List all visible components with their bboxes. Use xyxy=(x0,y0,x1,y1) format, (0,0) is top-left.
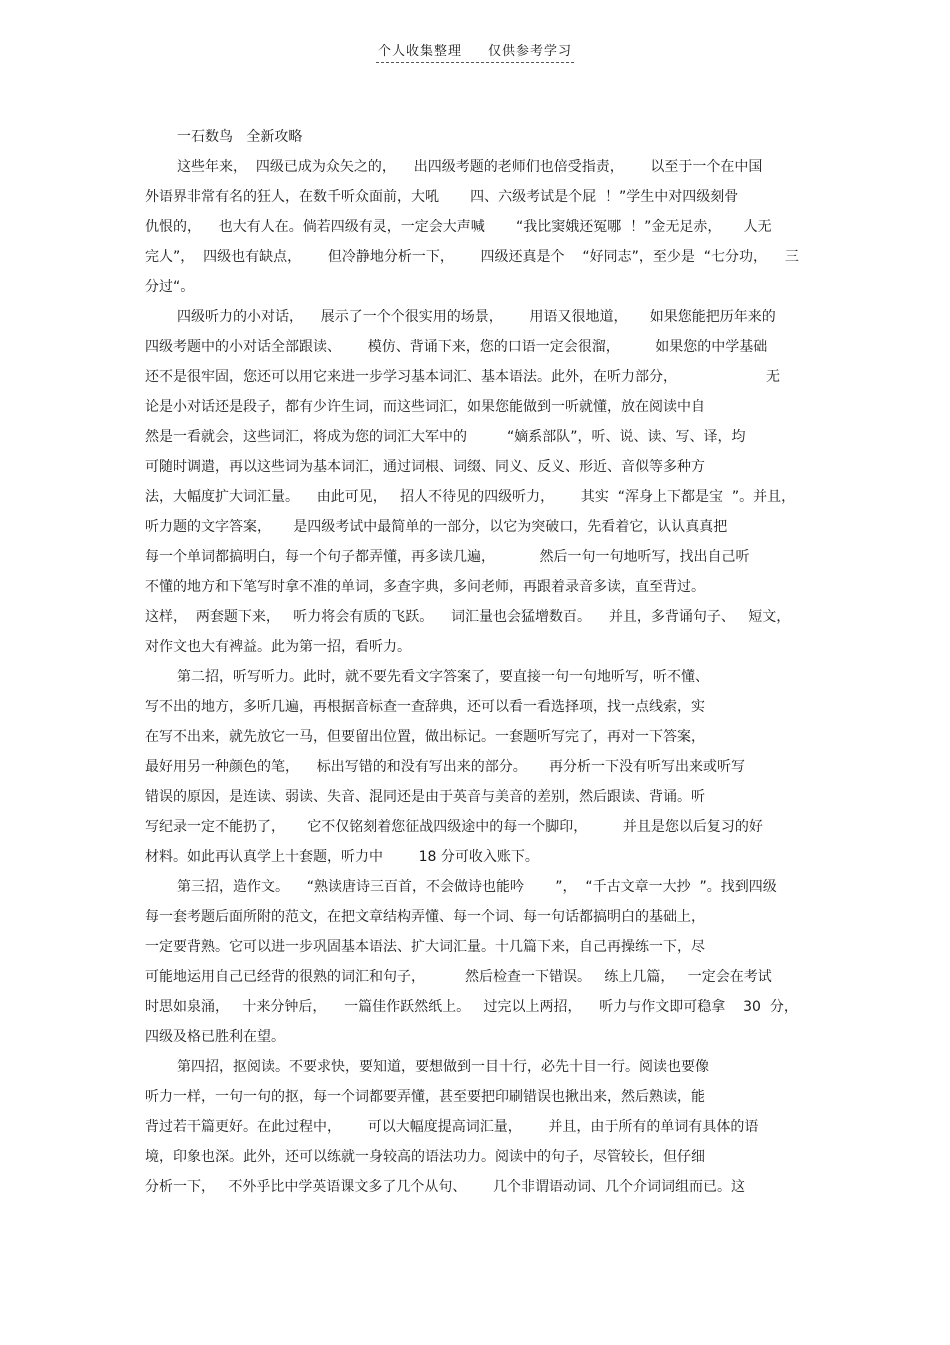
text-line: 法，大幅度扩大词汇量。 由此可见， 招人不待见的四级听力， 其实 “浑身上下都是宝 ”。并且， xyxy=(145,489,796,505)
text-line: 然是一看就会，这些词汇，将成为您的词汇大军中的 “嫡系部队”，听、说、读、写、译，均 xyxy=(145,429,746,445)
text-line: 听力题的文字答案， 是四级考试中最简单的一部分，以它为突破口，先看着它，认认真真把 xyxy=(145,519,728,535)
text-line: 完人”， 四级也有缺点， 但冷静地分析一下， 四级还真是个 “好同志”，至少是 “七分功， 三 xyxy=(145,249,799,265)
text-line: 可随时调遣，再以这些词为基本词汇，通过词根、词缀、同义、反义、形近、音似等多种方 xyxy=(145,459,705,475)
text-line: 每一套考题后面所附的范文，在把文章结构弄懂、每一个词、每一句话都搞明白的基础上， xyxy=(145,909,705,925)
text-line: 每一个单词都搞明白，每一个句子都弄懂，再多读几遍， 然后一句一句地听写，找出自己听 xyxy=(145,549,750,565)
text-line: 写不出的地方，多听几遍，再根据音标查一查辞典，还可以看一看选择项，找一点线索，实 xyxy=(145,699,705,715)
text-line: 时思如泉涌， 十来分钟后， 一篇佳作跃然纸上。 过完以上两招， 听力与作文即可稳拿 30 分， xyxy=(145,999,798,1015)
text-line: 还不是很牢固，您还可以用它来进一步学习基本词汇、基本语法。此外，在听力部分， 无 xyxy=(145,369,781,385)
text-line: 写纪录一定不能扔了， 它不仅铭刻着您征战四级途中的每一个脚印， 并且是您以后复习的好 xyxy=(145,819,763,835)
text-line: 分过“。 xyxy=(145,279,195,295)
text-line: 四级听力的小对话， 展示了一个个很实用的场景， 用语又很地道， 如果您能把历年来的 xyxy=(177,309,776,325)
text-line: 第二招，听写听力。此时，就不要先看文字答案了，要直接一句一句地听写，听不懂、 xyxy=(177,669,709,685)
text-line: 四级考题中的小对话全部跟读、 模仿、背诵下来，您的口语一定会很溜， 如果您的中学基础 xyxy=(145,339,768,355)
text-line: 第四招，抠阅读。不要求快，要知道，要想做到一目十行，必先十目一行。阅读也要像 xyxy=(177,1059,709,1075)
text-line: 不懂的地方和下笔写时拿不准的单词，多查字典，多问老师，再跟着录音多读，直至背过。 xyxy=(145,579,705,595)
text-line: 境，印象也深。此外，还可以练就一身较高的语法功力。阅读中的句子，尽管较长，但仔细 xyxy=(145,1149,705,1165)
text-line: 对作文也大有裨益。此为第一招，看听力。 xyxy=(145,639,411,655)
text-line: 这样， 两套题下来， 听力将会有质的飞跃。 词汇量也会猛增数百。 并且，多背诵句子、 短文， xyxy=(145,609,791,625)
text-line: 第三招，造作文。 “熟读唐诗三百首，不会做诗也能吟 ”， “千古文章一大抄 ”。找到四级 xyxy=(177,879,777,895)
text-line: 一定要背熟。它可以进一步巩固基本语法、扩大词汇量。十几篇下来，自己再操练一下，尽 xyxy=(145,939,705,955)
text-line: 仇恨的， 也大有人在。倘若四级有灵，一定会大声喊 “我比窦娥还冤哪 ！”金无足赤， 人无 xyxy=(145,219,772,235)
text-line: 分析一下， 不外乎比中学英语课文多了几个从句、 几个非谓语动词、几个介词词组而已。这 xyxy=(145,1179,746,1195)
header-right-text: 仅供参考学习 xyxy=(488,44,573,59)
text-line: 四级及格已胜利在望。 xyxy=(145,1029,285,1045)
text-line: 背过若干篇更好。在此过程中， 可以大幅度提高词汇量， 并且，由于所有的单词有具体的语 xyxy=(145,1119,759,1135)
document-body xyxy=(145,122,810,1202)
text-line: 外语界非常有名的狂人，在数千听众面前，大吼 四、六级考试是个屁 ！”学生中对四级刻骨 xyxy=(145,189,739,205)
page-header xyxy=(0,40,950,63)
text-line: 错误的原因，是连读、弱读、失音、混同还是由于英音与美音的差别，然后跟读、背诵。听 xyxy=(145,789,705,805)
text-line: 这些年来， 四级已成为众矢之的， 出四级考题的老师们也倍受指责， 以至于一个在中国 xyxy=(177,159,763,175)
text-line: 在写不出来，就先放它一马，但要留出位置，做出标记。一套题听写完了，再对一下答案， xyxy=(145,729,705,745)
text-line: 可能地运用自己已经背的很熟的词汇和句子， 然后检查一下错误。 练上几篇， 一定会在考试 xyxy=(145,969,772,985)
text-line: 最好用另一种颜色的笔， 标出写错的和没有写出来的部分。 再分析一下没有听写出来或听写 xyxy=(145,759,746,775)
text-line: 材料。如此再认真学上十套题，听力中 18 分可收入账下。 xyxy=(145,849,539,865)
text-line: 论是小对话还是段子，都有少许生词，而这些词汇，如果您能做到一听就懂，放在阅读中自 xyxy=(145,399,705,415)
text-line: 听力一样，一句一句的抠，每一个词都要弄懂，甚至要把印刷错误也揪出来，然后熟读，能 xyxy=(145,1089,705,1105)
header-left-text: 个人收集整理 xyxy=(377,44,462,59)
section-title: 一石数鸟 全新攻略 xyxy=(177,129,303,145)
header-underlined-text xyxy=(376,40,574,63)
